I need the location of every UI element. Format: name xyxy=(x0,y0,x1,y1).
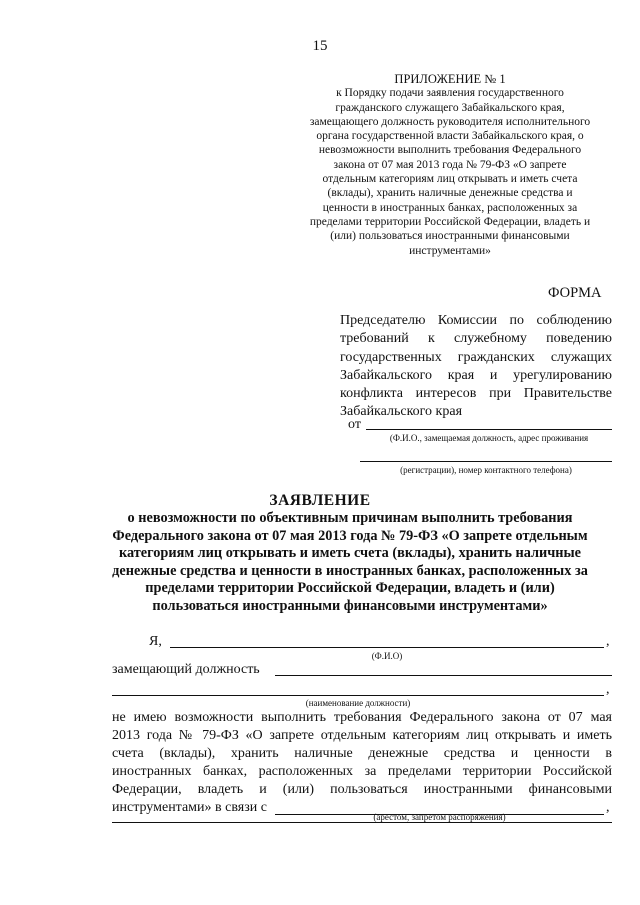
appendix-line: инструментами» xyxy=(409,244,491,257)
subtitle-line: пределами территории Российской Федерации, владеть и (или) xyxy=(145,580,555,596)
appendix-line: отдельным категориям лиц открывать и иметь счета xyxy=(322,173,578,186)
body-line: счета (вклады), хранить наличные денежные средства и ценности в xyxy=(112,746,612,761)
body-line: Федерации, владеть и (или) пользоваться иностранными финансовыми xyxy=(112,782,612,797)
subtitle-line: денежные средства и ценности в иностранных банках, расположенных за xyxy=(112,562,588,579)
appendix-line: (вклады), хранить наличные денежные средства и xyxy=(327,187,573,200)
appendix-line: пределами территории Российской Федерации, владеть и xyxy=(309,215,591,228)
fio-field-line[interactable] xyxy=(170,647,604,648)
from-label: от xyxy=(348,417,361,432)
appendix-heading: ПРИЛОЖЕНИЕ № 1 xyxy=(394,72,506,86)
from-field-line[interactable] xyxy=(366,429,612,430)
contact-hint: (регистрации), номер контактного телефона) xyxy=(400,465,572,475)
addressee-line: Забайкальского края и урегулированию xyxy=(340,367,612,383)
comma-mark: , xyxy=(606,634,610,649)
i-label: Я, xyxy=(149,634,162,649)
statement-title: ЗАЯВЛЕНИЕ xyxy=(269,492,371,509)
position-hint: (наименование должности) xyxy=(305,698,411,708)
page-number: 15 xyxy=(312,38,328,54)
from-hint: (Ф.И.О., замещаемая должность, адрес проживания xyxy=(389,433,589,443)
form-label: ФОРМА xyxy=(548,285,602,301)
appendix-line: невозможности выполнить требования Федерального xyxy=(318,144,582,157)
addressee-line: требований к служебному поведению xyxy=(340,331,612,347)
position-label: замещающий должность xyxy=(112,662,260,677)
statement-subtitle xyxy=(95,510,605,615)
body-line: не имею возможности выполнить требования Федерального закона от 07 мая xyxy=(112,710,612,725)
comma-mark: , xyxy=(606,682,610,697)
position-field-line[interactable] xyxy=(275,675,612,676)
body-line: иностранных банках, расположенных за пределами территории Российской xyxy=(112,764,612,779)
subtitle-line: Федерального закона от 07 мая 2013 года № 79-ФЗ «О запрете отдельным xyxy=(112,527,588,544)
comma-mark: , xyxy=(606,800,610,815)
appendix-line: ценности в иностранных банках, расположенных за xyxy=(322,201,578,214)
statement-body xyxy=(112,709,612,817)
appendix-block xyxy=(290,72,610,258)
addressee-line: государственных гражданских служащих xyxy=(340,349,612,365)
body-line: 2013 года № 79-ФЗ «О запрете отдельным категориям лиц открывать и иметь xyxy=(112,728,612,743)
addressee-line: Председателю Комиссии по соблюдению xyxy=(340,313,612,328)
appendix-line: к Порядку подачи заявления государственного xyxy=(336,87,564,100)
appendix-line: закона от 07 мая 2013 года № 79-ФЗ «О запрете xyxy=(333,158,567,171)
subtitle-line: категориям лиц открывать и иметь счета (вклады), хранить наличные xyxy=(118,545,582,561)
position-field-line-2[interactable] xyxy=(112,695,604,696)
reason-field-line-2[interactable] xyxy=(112,822,612,823)
fio-hint: (Ф.И.О) xyxy=(371,651,403,661)
subtitle-line: пользоваться иностранными финансовыми инструментами» xyxy=(152,597,548,614)
body-line: инструментами» в связи с xyxy=(112,800,267,815)
addressee-line: конфликта интересов при Правительстве xyxy=(340,386,612,402)
reason-hint: (арестом, запретом распоряжения) xyxy=(373,812,506,822)
addressee-line: Забайкальского края xyxy=(340,404,463,420)
appendix-line: замещающего должность руководителя исполнительного xyxy=(309,115,591,128)
appendix-line: гражданского служащего Забайкальского края, xyxy=(335,101,565,114)
appendix-line: (или) пользоваться иностранными финансовыми xyxy=(330,230,570,243)
appendix-line: органа государственной власти Забайкальского края, о xyxy=(316,130,584,143)
contact-field-line[interactable] xyxy=(360,461,612,462)
addressee-block xyxy=(340,312,612,422)
subtitle-line: о невозможности по объективным причинам выполнить требования xyxy=(127,510,573,526)
